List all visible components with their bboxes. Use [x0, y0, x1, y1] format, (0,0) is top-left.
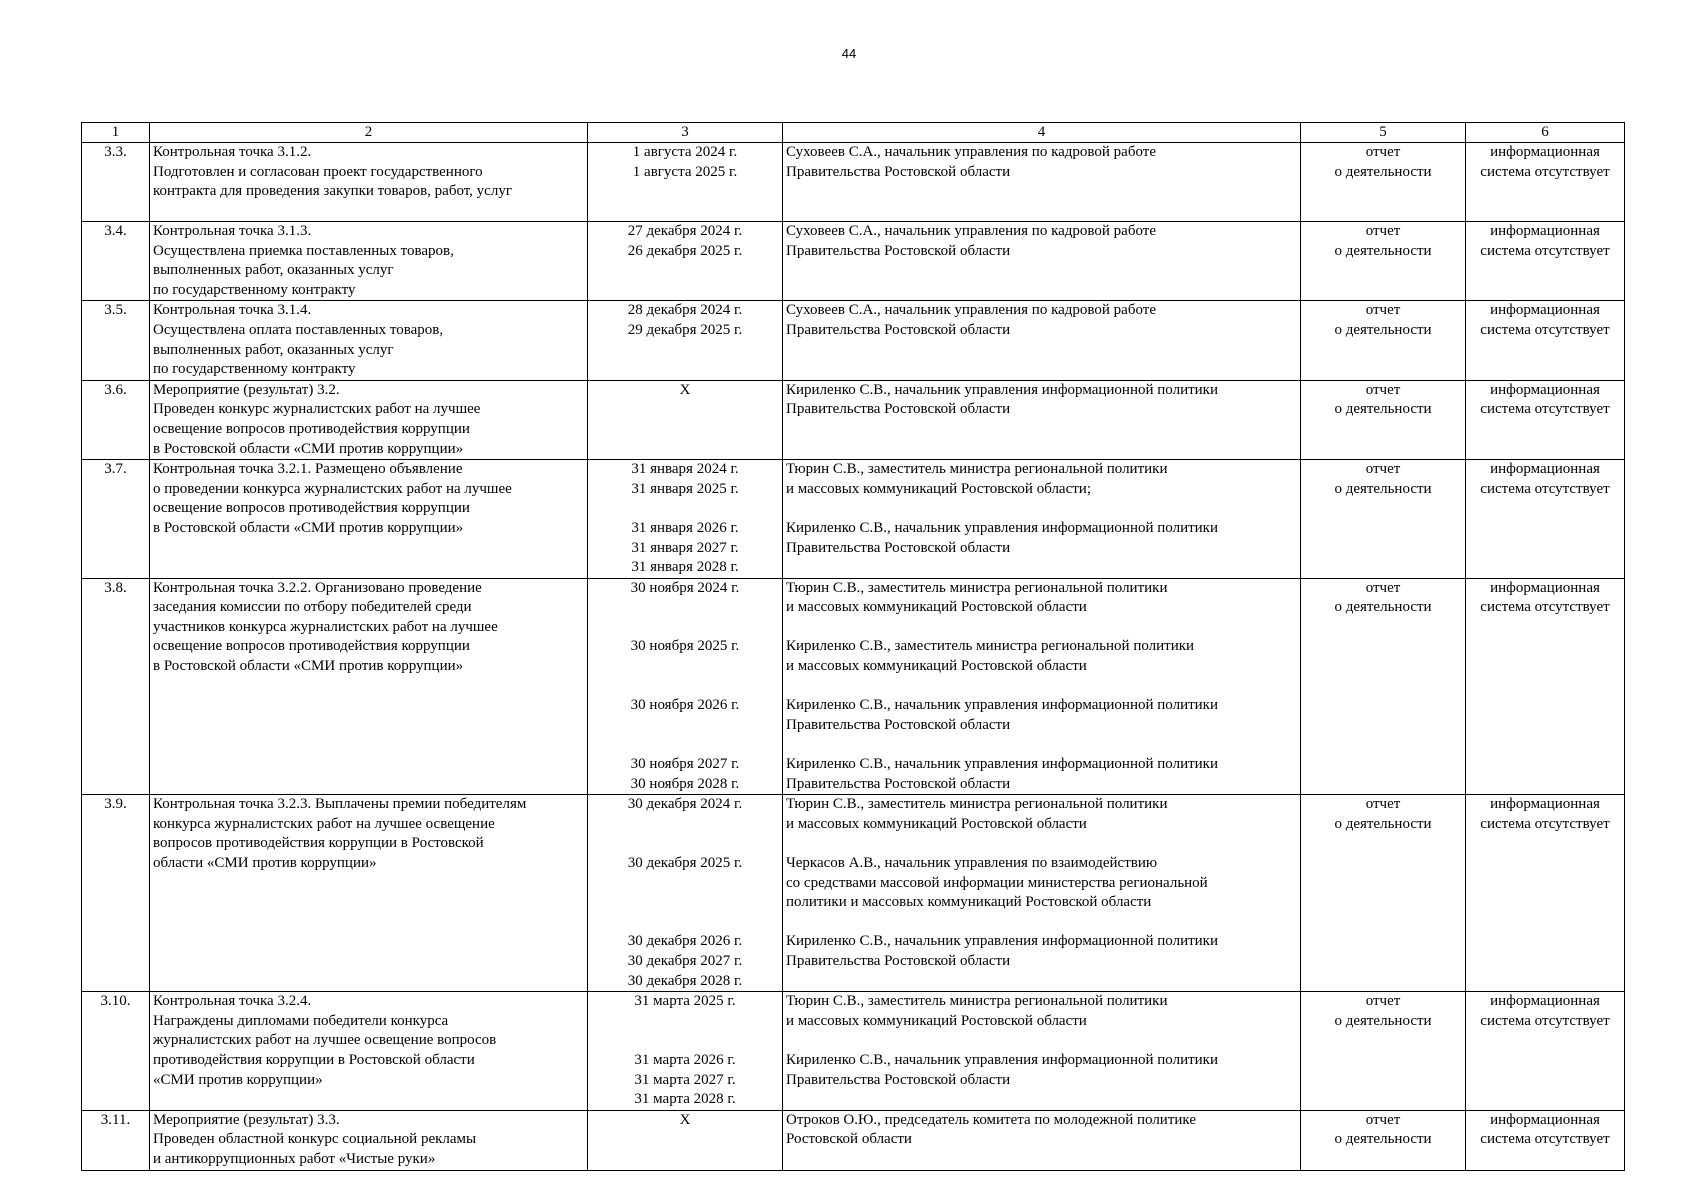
cell-line: 31 января 2026 г. [631, 519, 739, 536]
column-header: 5 [1301, 123, 1466, 143]
cell-line: информационная [1490, 302, 1600, 319]
table-row [82, 460, 1625, 579]
cell-line: информационная [1490, 796, 1600, 813]
cell-line: и антикоррупционных работ «Чистые руки» [153, 1150, 436, 1167]
cell-line: Тюрин С.В., заместитель министра региональной политики [786, 579, 1168, 596]
cell-line: система отсутствует [1480, 599, 1610, 616]
cell-line: Суховеев С.А., начальник управления по кадровой работе [786, 223, 1156, 239]
cell-line: отчет [1365, 993, 1401, 1010]
row-number-cell: 3.6. [82, 380, 150, 459]
cell-line: Кириленко С.В., начальник управления информационной политики [786, 519, 1218, 536]
row-number-cell: 3.4. [82, 222, 150, 301]
cell-line [786, 735, 1297, 755]
deadline-cell [588, 380, 783, 459]
cell-line: Осуществлена оплата поставленных товаров, [153, 321, 444, 338]
cell-line: Мероприятие (результат) 3.2. [153, 381, 340, 398]
info-system-cell [1466, 992, 1625, 1111]
cell-line: Контрольная точка 3.1.3. [153, 223, 312, 239]
item-name-cell [150, 578, 588, 795]
cell-line: Правительства Ростовской области [786, 401, 1011, 418]
cell-line: 31 марта 2027 г. [634, 1071, 736, 1088]
deadline-cell [588, 992, 783, 1111]
cell-line [591, 1012, 779, 1032]
cell-line [591, 893, 779, 913]
cell-line: о проведении конкурса журналистских работ на лучшее [153, 480, 512, 497]
cell-line: система отсутствует [1480, 401, 1610, 418]
item-name-cell [150, 1110, 588, 1170]
cell-line [591, 815, 779, 835]
cell-line: 31 марта 2026 г. [634, 1051, 736, 1068]
cell-line [591, 834, 779, 854]
cell-line: 30 декабря 2028 г. [627, 972, 743, 989]
cell-line: 31 января 2025 г. [631, 480, 739, 497]
cell-line: система отсутствует [1480, 163, 1610, 180]
cell-line: Правительства Ростовской области [786, 952, 1011, 969]
cell-line: заседания комиссии по отбору победителей среди [153, 599, 472, 616]
cell-line: система отсутствует [1480, 480, 1610, 497]
cell-line: Кириленко С.В., начальник управления информационной политики [786, 381, 1218, 398]
deadline-cell [588, 460, 783, 579]
cell-line [591, 499, 779, 519]
cell-line: Подготовлен и согласован проект государственного [153, 163, 483, 180]
responsible-cell [783, 992, 1301, 1111]
report-type-cell [1301, 301, 1466, 380]
table-row [82, 222, 1625, 301]
cell-line: Тюрин С.В., заместитель министра региональной политики [786, 796, 1168, 813]
table-row [82, 1110, 1625, 1170]
cell-line: информационная [1490, 223, 1600, 239]
cell-line [591, 1031, 779, 1051]
cell-line: 28 декабря 2024 г. [627, 302, 743, 319]
cell-line: информационная [1490, 144, 1600, 160]
info-system-cell [1466, 222, 1625, 301]
cell-line: 31 января 2024 г. [631, 461, 739, 478]
cell-line: конкурса журналистских работ на лучшее освещение [153, 815, 495, 832]
cell-line: со средствами массовой информации министерства региональной [786, 874, 1208, 891]
cell-line: Кириленко С.В., начальник управления информационной политики [786, 1051, 1218, 1068]
cell-line: 30 ноября 2028 г. [630, 775, 740, 792]
deadline-cell [588, 1110, 783, 1170]
table-row [82, 795, 1625, 992]
deadline-cell [588, 578, 783, 795]
cell-line: информационная [1490, 579, 1600, 596]
cell-line: и массовых коммуникаций Ростовской области [786, 658, 1087, 675]
plan-table [81, 122, 1625, 1171]
cell-line: Кириленко С.В., начальник управления информационной политики [786, 933, 1218, 950]
cell-line: по государственному контракту [153, 281, 356, 298]
cell-line: Правительства Ростовской области [786, 163, 1011, 180]
cell-line: в Ростовской области «СМИ против коррупции» [153, 440, 464, 457]
cell-line: отчет [1365, 302, 1401, 319]
cell-line: о деятельности [1334, 242, 1432, 259]
report-type-cell [1301, 143, 1466, 222]
column-header: 4 [783, 123, 1301, 143]
table-row [82, 992, 1625, 1111]
cell-line: отчет [1365, 579, 1401, 596]
row-number-cell: 3.11. [82, 1110, 150, 1170]
cell-line: Награждены дипломами победители конкурса [153, 1012, 449, 1029]
cell-line: освещение вопросов противодействия коррупции [153, 500, 470, 517]
cell-line: 31 марта 2028 г. [634, 1091, 736, 1108]
cell-line: информационная [1490, 1111, 1600, 1128]
page-number: 44 [841, 46, 857, 61]
cell-line: отчет [1365, 381, 1401, 398]
row-number-cell: 3.5. [82, 301, 150, 380]
cell-line: вопросов противодействия коррупции в Ростовской [153, 835, 484, 852]
cell-line: и массовых коммуникаций Ростовской области [786, 599, 1087, 616]
cell-line: по государственному контракту [153, 361, 356, 378]
cell-line: о деятельности [1334, 599, 1432, 616]
cell-line [591, 677, 779, 697]
cell-line: о деятельности [1334, 321, 1432, 338]
cell-line: Тюрин С.В., заместитель министра региональной политики [786, 461, 1168, 478]
responsible-cell [783, 795, 1301, 992]
cell-line: 27 декабря 2024 г. [627, 223, 743, 239]
cell-line [786, 677, 1297, 697]
cell-line: Правительства Ростовской области [786, 242, 1011, 259]
report-type-cell [1301, 222, 1466, 301]
cell-line [786, 913, 1297, 933]
info-system-cell [1466, 460, 1625, 579]
cell-line: Правительства Ростовской области [786, 321, 1011, 338]
responsible-cell [783, 578, 1301, 795]
item-name-cell [150, 222, 588, 301]
cell-line: Проведен областной конкурс социальной рекламы [153, 1131, 477, 1148]
cell-line: Тюрин С.В., заместитель министра региональной политики [786, 993, 1168, 1010]
cell-line: Контрольная точка 3.2.4. [153, 993, 312, 1010]
responsible-cell [783, 460, 1301, 579]
cell-line: журналистских работ на лучшее освещение вопросов [153, 1032, 497, 1049]
info-system-cell [1466, 301, 1625, 380]
cell-line: Правительства Ростовской области [786, 716, 1011, 733]
cell-line: система отсутствует [1480, 815, 1610, 832]
cell-line: в Ростовской области «СМИ против коррупции» [153, 519, 464, 536]
cell-line: информационная [1490, 461, 1600, 478]
info-system-cell [1466, 380, 1625, 459]
cell-line: информационная [1490, 381, 1600, 398]
row-number-cell: 3.10. [82, 992, 150, 1111]
cell-line: отчет [1365, 1111, 1401, 1128]
report-type-cell [1301, 460, 1466, 579]
cell-line: Ростовской области [786, 1131, 912, 1148]
cell-line: Проведен конкурс журналистских работ на лучшее [153, 401, 481, 418]
item-name-cell [150, 795, 588, 992]
deadline-cell [588, 143, 783, 222]
cell-line: освещение вопросов противодействия коррупции [153, 420, 470, 437]
cell-line [591, 657, 779, 677]
cell-line: Кириленко С.В., начальник управления информационной политики [786, 697, 1218, 714]
responsible-cell [783, 380, 1301, 459]
cell-line: 30 ноября 2026 г. [630, 697, 740, 714]
table-row [82, 301, 1625, 380]
item-name-cell [150, 460, 588, 579]
cell-line: в Ростовской области «СМИ против коррупции» [153, 658, 464, 675]
cell-line: Кириленко С.В., начальник управления информационной политики [786, 756, 1218, 773]
item-name-cell [150, 143, 588, 222]
cell-line: 30 декабря 2026 г. [627, 933, 743, 950]
report-type-cell [1301, 578, 1466, 795]
cell-line: 30 ноября 2027 г. [630, 756, 740, 773]
cell-line: отчет [1365, 144, 1401, 160]
cell-line: Суховеев С.А., начальник управления по кадровой работе [786, 302, 1156, 319]
cell-line: отчет [1365, 223, 1401, 239]
cell-line: 30 декабря 2025 г. [627, 855, 743, 871]
cell-line: о деятельности [1334, 480, 1432, 497]
cell-line: Контрольная точка 3.2.3. Выплачены премии победителям [153, 796, 527, 813]
cell-line: «СМИ против коррупции» [153, 1071, 323, 1088]
row-number-cell: 3.9. [82, 795, 150, 992]
cell-line: 30 ноября 2024 г. [630, 579, 740, 596]
row-number-cell: 3.3. [82, 143, 150, 222]
cell-line: отчет [1365, 461, 1401, 478]
cell-line: Черкасов А.В., начальник управления по взаимодействию [786, 855, 1158, 871]
cell-line: 30 декабря 2024 г. [627, 796, 743, 813]
cell-line: Х [679, 1111, 691, 1128]
cell-line: система отсутствует [1480, 242, 1610, 259]
item-name-cell [150, 301, 588, 380]
cell-line [786, 618, 1297, 638]
cell-line: 30 ноября 2025 г. [630, 638, 740, 655]
table-row [82, 143, 1625, 222]
column-header: 6 [1466, 123, 1625, 143]
cell-line [786, 834, 1297, 854]
cell-line: области «СМИ против коррупции» [153, 855, 377, 871]
cell-line: 31 января 2028 г. [631, 559, 739, 576]
column-header: 2 [150, 123, 588, 143]
cell-line: противодействия коррупции в Ростовской области [153, 1051, 475, 1068]
deadline-cell [588, 222, 783, 301]
info-system-cell [1466, 1110, 1625, 1170]
cell-line [591, 598, 779, 618]
info-system-cell [1466, 143, 1625, 222]
cell-line: Отроков О.Ю., председатель комитета по молодежной политике [786, 1111, 1196, 1128]
report-type-cell [1301, 992, 1466, 1111]
report-type-cell [1301, 380, 1466, 459]
item-name-cell [150, 992, 588, 1111]
deadline-cell [588, 795, 783, 992]
cell-line: Суховеев С.А., начальник управления по кадровой работе [786, 144, 1156, 160]
cell-line [591, 618, 779, 638]
column-header: 1 [82, 123, 150, 143]
responsible-cell [783, 222, 1301, 301]
report-type-cell [1301, 795, 1466, 992]
cell-line: и массовых коммуникаций Ростовской области [786, 1012, 1087, 1029]
cell-line: Кириленко С.В., заместитель министра региональной политики [786, 638, 1195, 655]
cell-line [591, 874, 779, 894]
cell-line: Правительства Ростовской области [786, 539, 1011, 556]
cell-line: система отсутствует [1480, 1131, 1610, 1148]
cell-line: Контрольная точка 3.1.2. [153, 144, 312, 160]
cell-line: 31 марта 2025 г. [634, 993, 736, 1010]
cell-line: участников конкурса журналистских работ на лучшее [153, 618, 498, 635]
info-system-cell [1466, 795, 1625, 992]
deadline-cell [588, 301, 783, 380]
cell-line [591, 913, 779, 933]
responsible-cell [783, 301, 1301, 380]
cell-line: система отсутствует [1480, 1012, 1610, 1029]
cell-line [591, 735, 779, 755]
responsible-cell [783, 143, 1301, 222]
cell-line: 1 августа 2024 г. [632, 144, 738, 160]
cell-line: Х [679, 381, 691, 398]
cell-line: Контрольная точка 3.2.1. Размещено объявление [153, 461, 463, 478]
cell-line: о деятельности [1334, 401, 1432, 418]
cell-line: и массовых коммуникаций Ростовской области [786, 815, 1087, 832]
cell-line: Контрольная точка 3.1.4. [153, 302, 312, 319]
cell-line: отчет [1365, 796, 1401, 813]
table-header-row [82, 123, 1625, 143]
row-number-cell: 3.8. [82, 578, 150, 795]
cell-line: Правительства Ростовской области [786, 775, 1011, 792]
cell-line: 1 августа 2025 г. [632, 163, 738, 180]
cell-line: о деятельности [1334, 1131, 1432, 1148]
cell-line: освещение вопросов противодействия коррупции [153, 638, 470, 655]
info-system-cell [1466, 578, 1625, 795]
item-name-cell [150, 380, 588, 459]
cell-line: 26 декабря 2025 г. [627, 242, 743, 259]
cell-line: о деятельности [1334, 163, 1432, 180]
table-row [82, 380, 1625, 459]
cell-line: Осуществлена приемка поставленных товаров, [153, 242, 454, 259]
cell-line: 31 января 2027 г. [631, 539, 739, 556]
cell-line [591, 716, 779, 736]
cell-line: Мероприятие (результат) 3.3. [153, 1111, 340, 1128]
responsible-cell [783, 1110, 1301, 1170]
report-type-cell [1301, 1110, 1466, 1170]
table-row [82, 578, 1625, 795]
cell-line: 29 декабря 2025 г. [627, 321, 743, 338]
column-header: 3 [588, 123, 783, 143]
cell-line: и массовых коммуникаций Ростовской области; [786, 480, 1092, 497]
cell-line: политики и массовых коммуникаций Ростовской области [786, 894, 1152, 911]
cell-line [786, 499, 1297, 519]
cell-line: о деятельности [1334, 1012, 1432, 1029]
cell-line: о деятельности [1334, 815, 1432, 832]
cell-line [786, 1031, 1297, 1051]
cell-line: Контрольная точка 3.2.2. Организовано проведение [153, 579, 482, 596]
cell-line: Правительства Ростовской области [786, 1071, 1011, 1088]
row-number-cell: 3.7. [82, 460, 150, 579]
cell-line: информационная [1490, 993, 1600, 1010]
cell-line: выполненных работ, оказанных услуг [153, 262, 394, 279]
cell-line: контракта для проведения закупки товаров, работ, услуг [153, 183, 512, 200]
cell-line: 30 декабря 2027 г. [627, 952, 743, 969]
cell-line: выполненных работ, оказанных услуг [153, 341, 394, 358]
cell-line: система отсутствует [1480, 321, 1610, 338]
